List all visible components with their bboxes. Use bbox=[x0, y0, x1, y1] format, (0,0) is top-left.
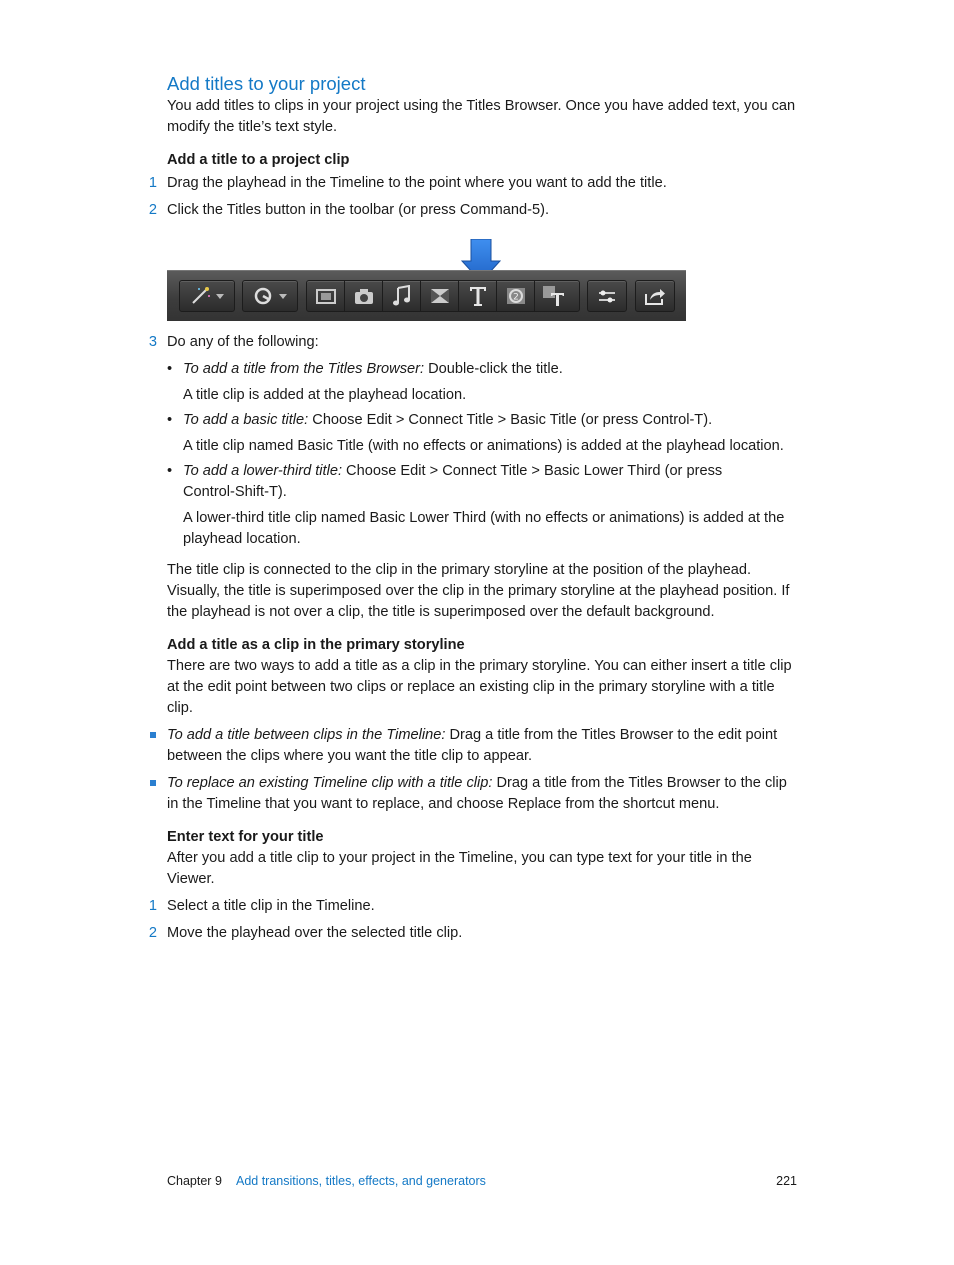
section-title: Add titles to your project bbox=[167, 73, 366, 94]
step-number: 2 bbox=[148, 925, 157, 941]
option-result: A title clip named Basic Title (with no effects or animations) is added at the playhead location. bbox=[183, 438, 784, 454]
magic-wand-menu[interactable] bbox=[179, 280, 235, 312]
step-text: Move the playhead over the selected title clip. bbox=[167, 925, 463, 941]
photo-browser-icon[interactable] bbox=[345, 281, 383, 311]
option-result: A title clip is added at the playhead location. bbox=[183, 387, 467, 403]
share-icon[interactable] bbox=[636, 281, 674, 311]
square-bullet-icon bbox=[150, 780, 156, 786]
inspector-group bbox=[587, 280, 627, 312]
step-text: Select a title clip in the Timeline. bbox=[167, 898, 375, 914]
task-heading-project-clip: Add a title to a project clip bbox=[167, 152, 350, 168]
item-rest: Drag a title from the Titles Browser to the clip in the Timeline that you want to replace, and choose Replace from the shortcut menu. bbox=[167, 775, 787, 812]
music-browser-icon[interactable] bbox=[383, 281, 421, 311]
option-lead: To add a title from the Titles Browser: bbox=[183, 361, 425, 377]
photo-video-browser-icon[interactable] bbox=[307, 281, 345, 311]
step-text: Drag the playhead in the Timeline to the point where you want to add the title. bbox=[167, 175, 667, 191]
option-text bbox=[183, 410, 803, 431]
media-browsers-group bbox=[306, 280, 580, 312]
option-rest: Choose Edit > Connect Title > Basic Title (or press Control-T). bbox=[308, 412, 713, 428]
bullet: • bbox=[167, 463, 173, 479]
step-number: 3 bbox=[148, 334, 157, 350]
item-lead: To replace an existing Timeline clip with a title clip: bbox=[167, 775, 493, 791]
magic-wand-icon[interactable] bbox=[180, 281, 234, 311]
bullet: • bbox=[167, 412, 173, 428]
footer-chapter: Chapter 9 bbox=[167, 1174, 222, 1188]
storyline-item bbox=[167, 725, 787, 767]
storyline-item bbox=[167, 773, 797, 815]
option-result: A lower-third title clip named Basic Lower Third (with no effects or animations) is added at the playhead location. bbox=[183, 510, 785, 547]
enter-text-intro: After you add a title clip to your project in the Timeline, you can type text for your title in the Viewer. bbox=[167, 850, 752, 887]
option-rest: Double-click the title. bbox=[424, 361, 563, 377]
step-text: Click the Titles button in the toolbar (or press Command-5). bbox=[167, 202, 550, 218]
task-heading-primary-storyline: Add a title as a clip in the primary storyline bbox=[167, 637, 465, 653]
svg-text:2: 2 bbox=[512, 292, 519, 303]
titles-browser-icon[interactable] bbox=[459, 281, 497, 311]
step-number: 1 bbox=[148, 175, 157, 191]
task-heading-enter-text: Enter text for your title bbox=[167, 829, 324, 845]
option-lead: To add a basic title: bbox=[183, 412, 309, 428]
intro-paragraph: You add titles to clips in your project using the Titles Browser. Once you have added text, you can modify the title’s text style. bbox=[167, 98, 796, 135]
option-rest: Choose Edit > Connect Title > Basic Lower Third (or press Control-Shift-T). bbox=[183, 463, 723, 500]
option-text bbox=[183, 359, 803, 380]
toolbar-screenshot bbox=[167, 270, 686, 321]
themes-browser-icon[interactable] bbox=[535, 281, 573, 311]
square-bullet-icon bbox=[150, 732, 156, 738]
item-lead: To add a title between clips in the Timeline: bbox=[167, 727, 446, 743]
share-group bbox=[635, 280, 675, 312]
inspector-icon[interactable] bbox=[588, 281, 626, 311]
retime-icon[interactable] bbox=[243, 281, 297, 311]
transitions-browser-icon[interactable] bbox=[421, 281, 459, 311]
option-lead: To add a lower-third title: bbox=[183, 463, 342, 479]
item-rest: Drag a title from the Titles Browser to the edit point between the clips where you want the title clip to appear. bbox=[167, 727, 778, 764]
bullet: • bbox=[167, 361, 173, 377]
storyline-intro: There are two ways to add a title as a clip in the primary storyline. You can either insert a title clip at the edit point between two clips or replace an existing clip in the primary storyline with a title clip. bbox=[167, 658, 792, 716]
option-text bbox=[183, 461, 723, 503]
page-number: 221 bbox=[776, 1174, 797, 1188]
step-text: Do any of the following: bbox=[167, 334, 319, 350]
footer-chapter-link[interactable]: Add transitions, titles, effects, and generators bbox=[236, 1174, 486, 1188]
step-number: 2 bbox=[148, 202, 157, 218]
summary-paragraph: The title clip is connected to the clip in the primary storyline at the position of the playhead. Visually, the title is superimposed over the clip in the primary storyline at the playhead position. If the playhead is not over a clip, the title is superimposed over the default background. bbox=[167, 562, 790, 620]
step-number: 1 bbox=[148, 898, 157, 914]
generators-browser-icon[interactable] bbox=[497, 281, 535, 311]
retime-menu[interactable] bbox=[242, 280, 298, 312]
